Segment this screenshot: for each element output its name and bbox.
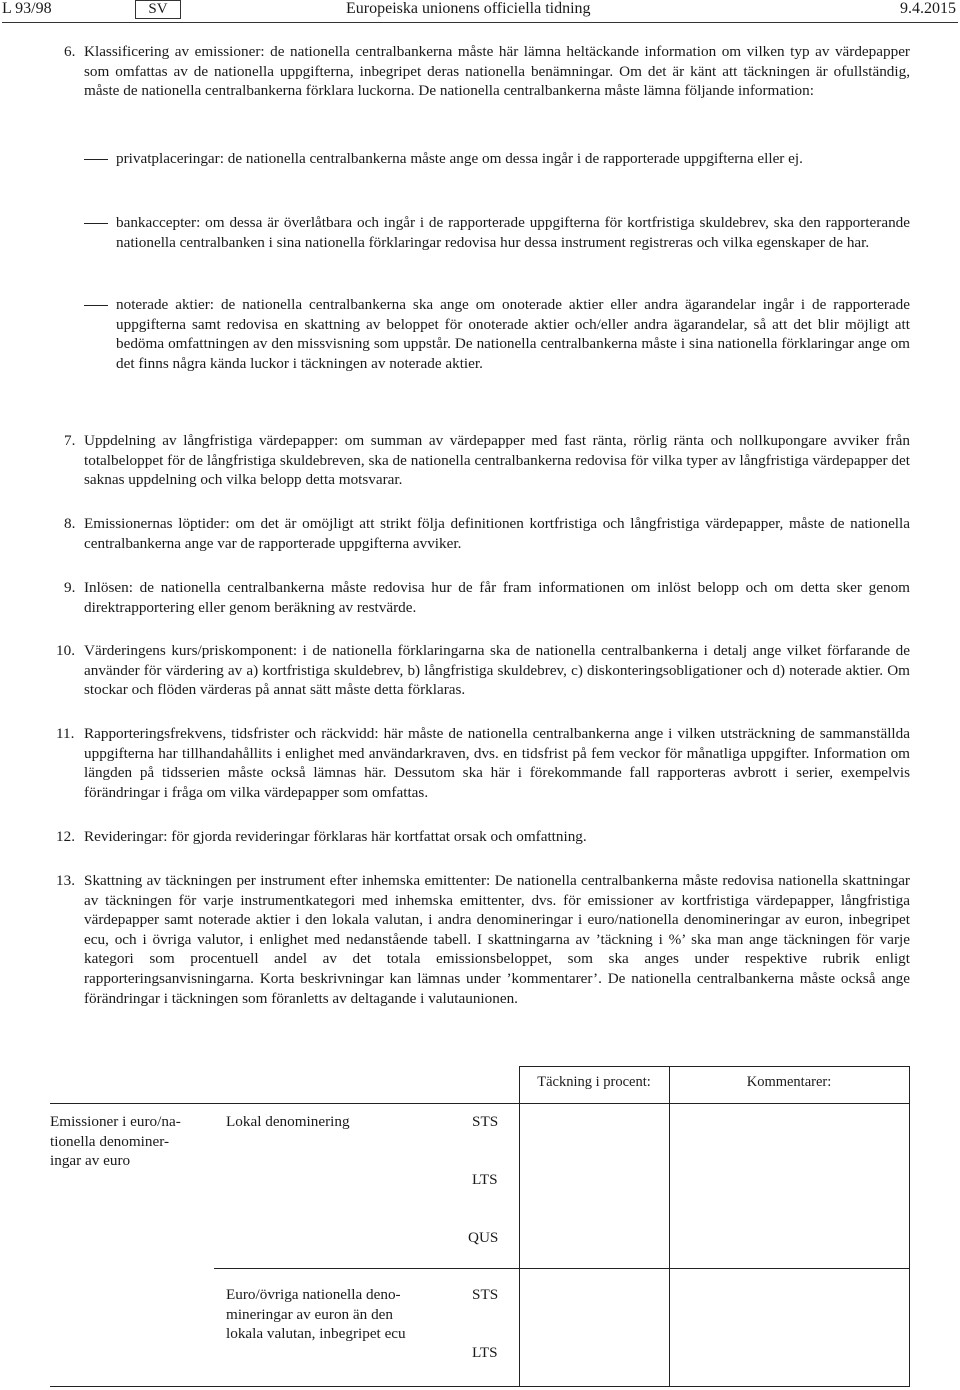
journal-title: Europeiska unionens officiella tidning [346,0,591,17]
subgroup-label: Lokal denominering [226,1113,350,1130]
group-label-line: Emissioner i euro/na- [50,1113,181,1130]
instrument-code: LTS [472,1344,498,1361]
table-rule [50,1386,910,1387]
bullet-dash [84,305,108,306]
bullet-text: bankaccepter: om dessa är överlåtbara och ingår i de rapporterade uppgifterna för kortfristiga skuldebrev, ska den rapporterande nationella centralbanken i sina nationella förklaringar redovisa hur dessa instrument registreras och vilka egenskaper de har. [116,214,910,251]
item-text: Inlösen: de nationella centralbankerna måste redovisa hur de får fram informationen om inlöst belopp och om detta sker genom direktrapportering eller genom beräkning av restvärde. [84,579,910,616]
subgroup-label-line: Euro/övriga nationella deno- [226,1286,401,1303]
header-rule [2,22,958,23]
bullet-dash [84,159,108,160]
subgroup-label-line: lokala valutan, inbegripet ecu [226,1325,406,1343]
item-number: 13. [56,872,75,889]
table-rule [50,1103,910,1104]
instrument-code: QUS [468,1229,499,1246]
table-rule [669,1066,670,1386]
item-text: Värderingens kurs/priskomponent: i de nationella förklaringarna ska de nationella centralbankerna i detalj ange vilket förfarande de använder för värdering av a) kortfristiga skuldebrev, b) långfristiga skuldebrev, c) diskonteringsobligationer och d) noterade aktier. Om stockar och flöden värderas på annat sätt måste detta förklaras. [84,642,910,699]
instrument-code: LTS [472,1171,498,1188]
instrument-code: STS [472,1286,499,1303]
item-text: Uppdelning av långfristiga värdepapper: om summan av värdepapper med fast ränta, rörlig ränta och nollkupongare avviker från totalbeloppet för de långfristiga skuldebreven, ska de nationella centralbankerna redovisa för vilka typer av långfristiga värdepapper det saknas uppdelning och vilka belopp detta motsvarar. [84,432,910,489]
item-number: 12. [56,828,75,845]
item-number: 7. [64,432,76,449]
subgroup-label [226,1285,466,1344]
group-label [50,1112,220,1171]
item-number: 9. [64,579,76,596]
table-rule [909,1066,910,1386]
table-rule [519,1066,910,1067]
language-badge: SV [135,0,181,19]
item-text: Rapporteringsfrekvens, tidsfrister och räckvidd: här måste de nationella centralbankerna ange i vilken utsträckning de sammanställda uppgifterna har tillhandahållits i enlighet med användarkraven, dvs. en tidsfrist på fem veckor för månatliga uppgifter. Information om längden på tidsserien måste också lämnas här. Dessutom ska här i förekommande fall rapporteras avbrott i serier, exempelvis förändringar i fråga om vilka värdepapper som omfattas. [84,725,910,801]
item-text: Emissionernas löptider: om det är omöjligt att strikt följa definitionen kortfristiga och långfristiga värdepapper, måste de nationella centralbankerna ange var de rapporterade uppgifterna avviker. [84,515,910,552]
column-header-coverage: Täckning i procent: [537,1074,651,1090]
item-number: 11. [56,725,75,742]
table-rule [519,1066,520,1386]
item-text: Revideringar: för gjorda revideringar förklaras här kortfattat orsak och omfattning. [84,828,587,845]
column-header-comments: Kommentarer: [746,1074,832,1090]
group-label-line: ingar av euro [50,1152,131,1170]
bullet-dash [84,223,108,224]
item-text: Klassificering av emissioner: de nationella centralbankerna måste här lämna heltäckande information om vilken typ av värdepapper som omfattas av de nationella uppgifterna, inbegripet deras nationella benämningar. Om det är känt att täckningen är ofullständig, måste de nationella centralbankerna förklara luckorna. De nationella centralbankerna måste lämna följande information: [84,43,910,100]
journal-reference: L 93/98 [2,0,52,17]
item-number: 10. [56,642,75,659]
bullet-text: noterade aktier: de nationella centralbankerna ska ange om onoterade aktier eller andra ägarandelar ingår i de rapporterade uppgifterna samt redovisa en skattning av beloppet för onoterade aktier och/eller andra ägarandelar, så att det blir möjligt att bedöma omfattningen av den missvisning som uppstår. De nationella centralbankerna måste i sina nationella förklaringar ange om det finns några kända luckor i täckningen av noterade aktier. [116,296,910,372]
item-text: Skattning av täckningen per instrument efter inhemska emittenter: De nationella centralbankerna måste redovisa nationella skattningar av täckningen för varje instrumentkategori med inhemska emittenter, dvs. för emissioner av kortfristiga värdepapper, långfristiga värdepapper samt noterade aktier i den lokala valutan, i andra denomineringar i euro/nationella denomineringar av euron, inbegripet ecu, och i övriga valutor, i enlighet med nedanstående tabell. I skattningarna av ’täckning i %’ ska man ange täckningen för varje kategori som procentuell andel av det totala emissionsbeloppet, som ska anges under respektive rubrik enligt rapporteringsanvisningarna. Korta beskrivningar kan lämnas under ’kommentarer’. De nationella centralbankerna måste också ange förändringar i täckningen som föranletts av deltagande i valutaunionen. [84,872,910,1007]
subgroup-label-line: mineringar av euron än den [226,1305,393,1323]
item-number: 6. [64,43,76,60]
item-number: 8. [64,515,76,532]
table-rule [214,1268,910,1269]
bullet-text: privatplaceringar: de nationella centralbankerna måste ange om dessa ingår i de rapporterade uppgifterna eller ej. [116,150,803,167]
publication-date: 9.4.2015 [900,0,956,17]
instrument-code: STS [472,1113,499,1130]
group-label-line: tionella denominer- [50,1132,170,1150]
